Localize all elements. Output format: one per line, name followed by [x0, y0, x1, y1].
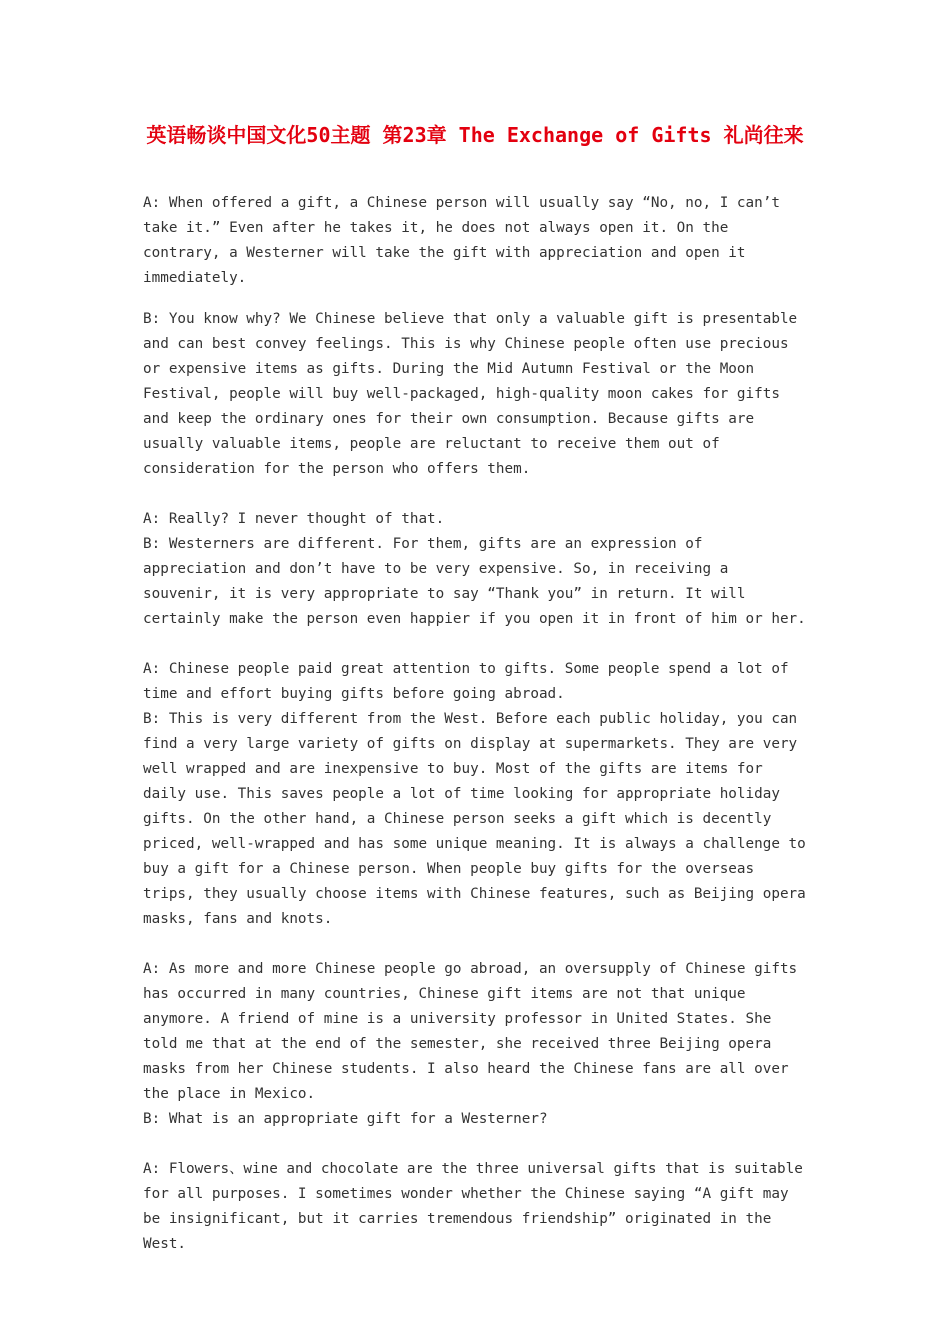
paragraph-7: A: As more and more Chinese people go abroad, an oversupply of Chinese gifts has occurred in many countries, Chinese gift items are not that unique anymore. A friend of mine is a university professor in United States. She told me that at the end of the semester, she received three Beijing opera masks from her Chinese students. I also heard the Chinese fans are all over the place in Mexico. — [143, 961, 798, 1102]
paragraph-1: A: When offered a gift, a Chinese person will usually say “No, no, I can’t take it.” Even after he takes it, he does not always open it. On the contrary, a Westerner will take the gift with appreciation and open it immediately. — [143, 195, 780, 286]
document-body — [143, 191, 811, 1257]
paragraph-spacer — [143, 291, 811, 307]
paragraph-4: B: Westerners are different. For them, gifts are an expression of appreciation and don’t have to be very expensive. So, in receiving a souvenir, it is very appropriate to say “Thank you” in return. It will certainly make the person even happier if you open it in front of him or her. — [143, 536, 806, 627]
paragraph-spacer — [143, 482, 811, 507]
paragraph-6: B: This is very different from the West. Before each public holiday, you can find a very large variety of gifts on display at supermarkets. They are very well wrapped and are inexpensive to buy. Most of the gifts are items for daily use. This saves people a lot of time looking for appropriate holiday gifts. On the other hand, a Chinese person seeks a gift which is decently priced, well-wrapped and has some unique meaning. It is always a challenge to buy a gift for a Chinese person. When people buy gifts for the overseas trips, they usually choose items with Chinese features, such as Beijing opera masks, fans and knots. — [143, 711, 806, 927]
paragraph-2: B: You know why? We Chinese believe that only a valuable gift is presentable and can best convey feelings. This is why Chinese people often use precious or expensive items as gifts. During the Mid Autumn Festival or the Moon Festival, people will buy well-packaged, high-quality moon cakes for gifts and keep the ordinary ones for their own consumption. Because gifts are usually valuable items, people are reluctant to receive them out of consideration for the person who offers them. — [143, 311, 798, 477]
paragraph-3: A: Really? I never thought of that. — [143, 511, 445, 527]
paragraph-spacer — [143, 1132, 811, 1157]
paragraph-spacer — [143, 932, 811, 957]
paragraph-spacer — [143, 632, 811, 657]
paragraph-8: B: What is an appropriate gift for a Westerner? — [143, 1111, 548, 1127]
paragraph-5: A: Chinese people paid great attention to gifts. Some people spend a lot of time and effort buying gifts before going abroad. — [143, 661, 789, 702]
document-title: 英语畅谈中国文化50主题 第23章 The Exchange of Gifts 礼尚往来 — [146, 123, 804, 147]
paragraph-9: A: Flowers、wine and chocolate are the three universal gifts that is suitable for all purposes. I sometimes wonder whether the Chinese saying “A gift may be insignificant, but it carries tremendous friendship” originated in the West. — [143, 1161, 803, 1252]
